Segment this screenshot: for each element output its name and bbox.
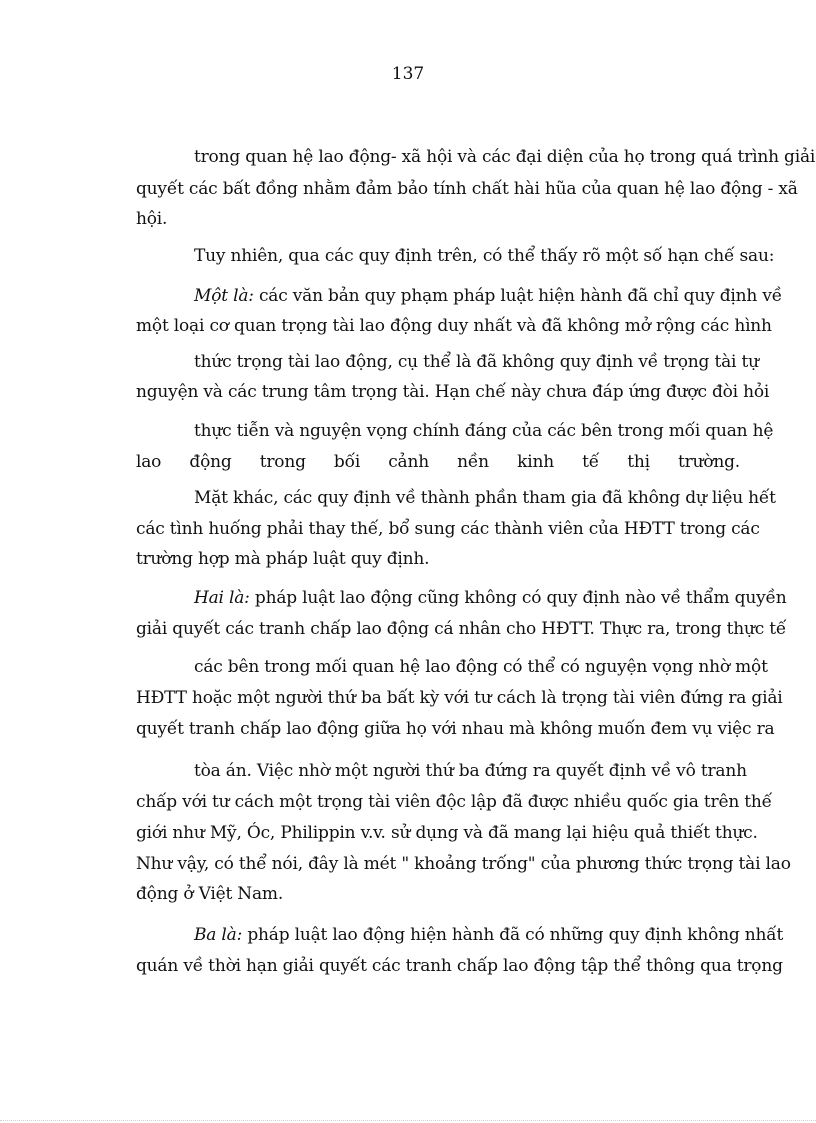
- text-line: một loại cơ quan trọng tài lao động duy nhất và đã không mở rộng các hình: [136, 316, 772, 336]
- text-line: quán về thời hạn giải quyết các tranh chấp lao động tập thể thông qua trọng: [136, 956, 783, 976]
- paragraph-lead: Ba là:: [194, 925, 243, 945]
- text-line: HĐTT hoặc một người thứ ba bất kỳ với tư cách là trọng tài viên đứng ra giải: [136, 688, 783, 708]
- line-text: pháp luật lao động hiện hành đã có những quy định không nhất: [242, 925, 784, 945]
- text-line: hội.: [136, 209, 168, 229]
- text-line: thực tiễn và nguyện vọng chính đáng của các bên trong mối quan hệ: [194, 421, 774, 441]
- text-line: tòa án. Việc nhờ một người thứ ba đứng ra quyết định về vô tranh: [194, 761, 747, 781]
- text-line: trong quan hệ lao động- xã hội và các đại diện của họ trong quá trình giải: [194, 147, 816, 167]
- paragraph-lead: Một là:: [194, 286, 254, 306]
- text-line: [194, 285, 783, 307]
- text-line: quyết các bất đồng nhằm đảm bảo tính chất hài hũa của quan hệ lao động - xã: [136, 179, 798, 199]
- text-line: nguyện và các trung tâm trọng tài. Hạn chế này chưa đáp ứng được đòi hỏi: [136, 382, 770, 402]
- text-line: giải quyết các tranh chấp lao động cá nhân cho HĐTT. Thực ra, trong thực tế: [136, 619, 787, 639]
- text-line: trường hợp mà pháp luật quy định.: [136, 549, 430, 569]
- text-line: quyết tranh chấp lao động giữa họ với nhau mà không muốn đem vụ việc ra: [136, 719, 775, 739]
- text-line: [194, 924, 784, 946]
- text-line: [194, 587, 787, 609]
- text-line: các bên trong mối quan hệ lao động có thể có nguyện vọng nhờ một: [194, 657, 768, 677]
- page-bottom-edge: [0, 1120, 816, 1121]
- text-line: chấp với tư cách một trọng tài viên độc lập đã được nhiều quốc gia trên thế: [136, 792, 772, 812]
- text-line: lao động trong bối cảnh nền kinh tế thị trường.: [136, 452, 740, 472]
- text-line: Mặt khác, các quy định về thành phần tham gia đã không dự liệu hết: [194, 488, 776, 508]
- text-line: giới như Mỹ, Óc, Philippin v.v. sử dụng và đã mang lại hiệu quả thiết thực.: [136, 823, 758, 843]
- text-line: Tuy nhiên, qua các quy định trên, có thể thấy rõ một số hạn chế sau:: [194, 246, 775, 266]
- text-line: các tình huống phải thay thế, bổ sung các thành viên của HĐTT trong các: [136, 519, 760, 539]
- line-text: pháp luật lao động cũng không có quy định nào về thẩm quyền: [249, 588, 787, 608]
- text-line: động ở Việt Nam.: [136, 884, 284, 904]
- text-line: thức trọng tài lao động, cụ thể là đã không quy định về trọng tài tự: [194, 352, 759, 372]
- paragraph-lead: Hai là:: [194, 588, 250, 608]
- line-text: các văn bản quy phạm pháp luật hiện hành đã chỉ quy định về: [253, 286, 783, 306]
- page-number: 137: [391, 64, 425, 84]
- text-line: Như vậy, có thể nói, đây là mét " khoảng trống" của phương thức trọng tài lao: [136, 854, 791, 874]
